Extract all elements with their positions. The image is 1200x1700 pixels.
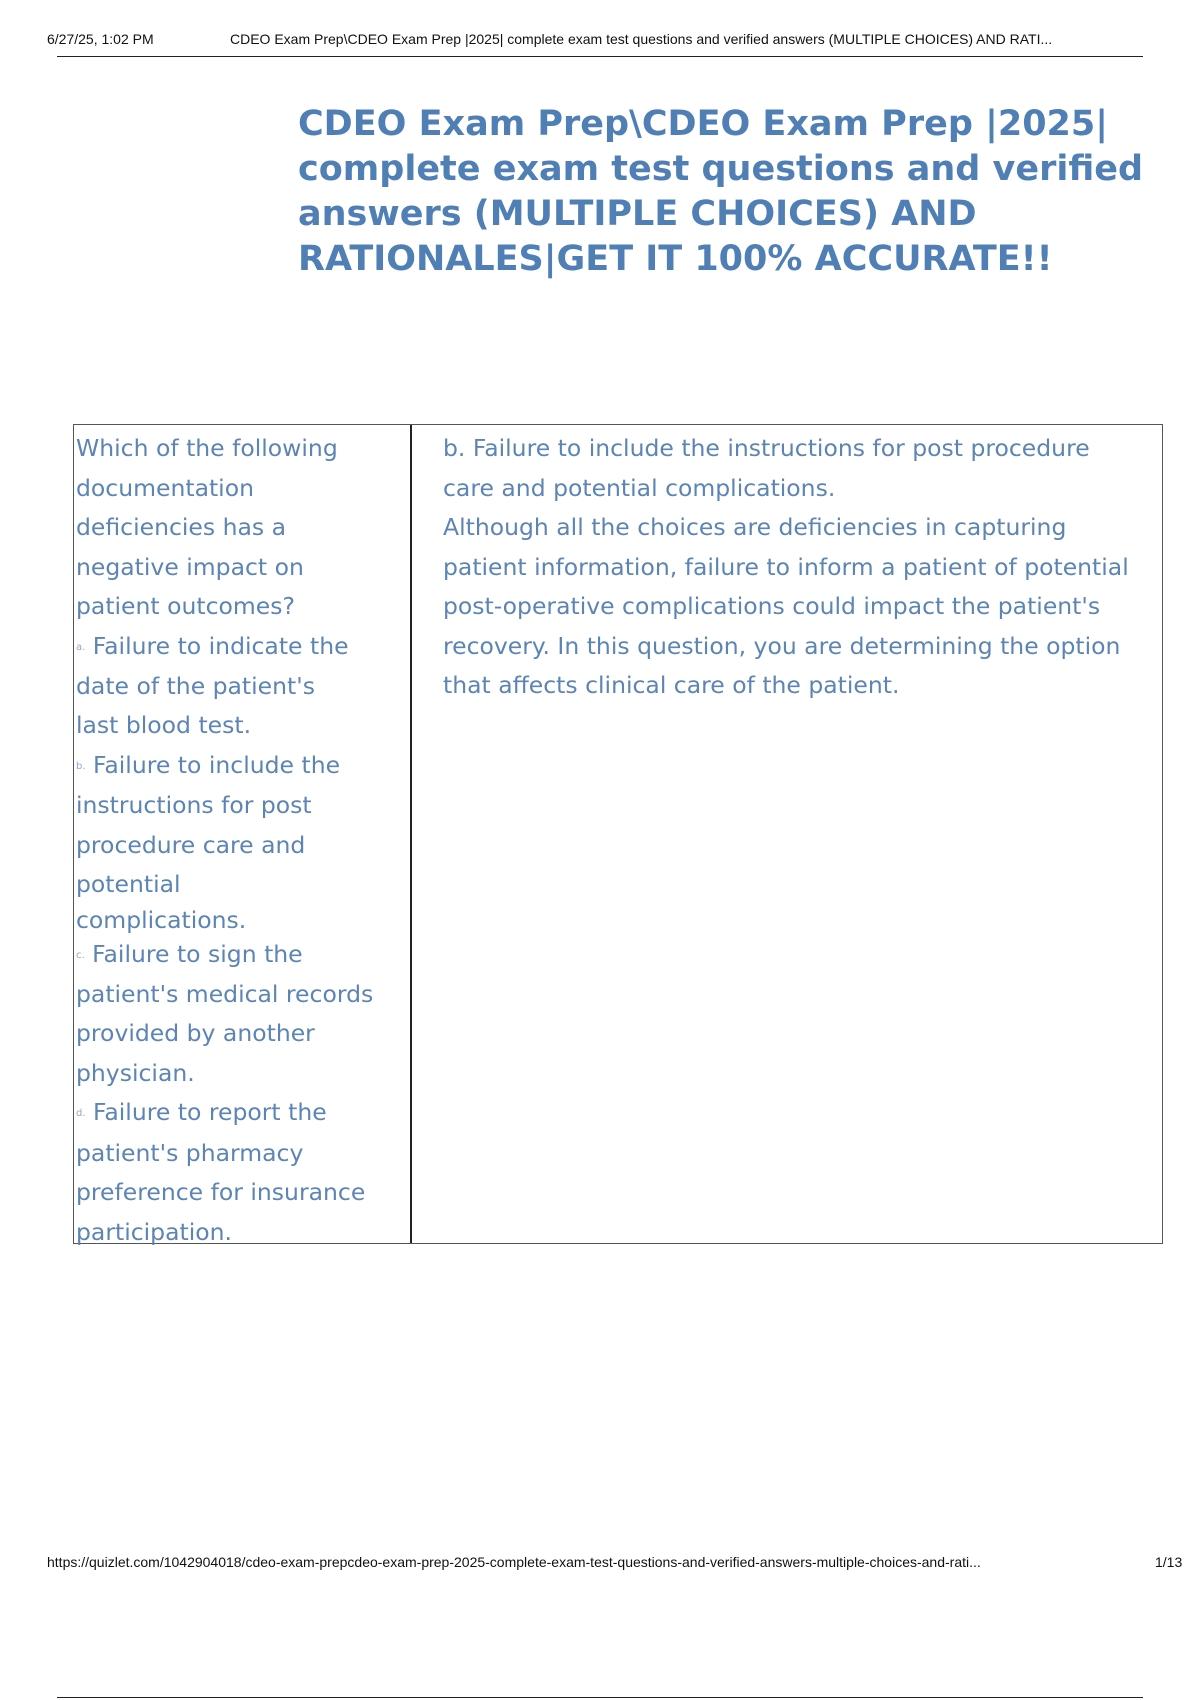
print-header	[47, 28, 1187, 50]
option-a-line: date of the patient's	[76, 671, 315, 700]
print-footer	[47, 1552, 1187, 1574]
print-document-title: CDEO Exam Prep\CDEO Exam Prep |2025| complete exam test questions and verified answers (MULTIPLE CHOICES) AND RATI...	[230, 31, 1053, 47]
question-line: Which of the following	[76, 434, 338, 462]
option-d	[76, 1093, 406, 1252]
option-a-line: Failure to indicate the	[92, 631, 349, 660]
option-c-line: Failure to sign the	[92, 939, 303, 968]
footer-divider	[57, 1697, 1143, 1698]
option-c	[76, 935, 406, 1094]
option-c-letter: c.	[76, 949, 85, 961]
page-title: CDEO Exam Prep\CDEO Exam Prep |2025| complete exam test questions and verified answers (MULTIPLE CHOICES) AND RATIONALES|GET IT 100% ACCURATE!!	[298, 104, 1144, 279]
option-b-letter: b.	[76, 760, 86, 772]
question-line: deficiencies has a	[76, 513, 287, 541]
header-divider	[57, 56, 1143, 57]
option-b	[76, 746, 406, 935]
rationale-text: Although all the choices are deficiencies in capturing patient information, failure to inform a patient of potential post-operative complications could impact the patient's recovery. In this question, you are determining the option that affects clinical care of the patient.	[443, 513, 1129, 699]
question-line: negative impact on	[76, 552, 304, 581]
question-line: patient outcomes?	[76, 592, 295, 620]
option-b-line: complications.	[76, 905, 247, 934]
page-url: https://quizlet.com/1042904018/cdeo-exam-prepcdeo-exam-prep-2025-complete-exam-test-questions-and-verified-answers-multiple-choices-and-rati...	[47, 1554, 981, 1570]
option-a-line: last blood test.	[76, 711, 252, 740]
option-d-line: patient's pharmacy	[76, 1138, 304, 1167]
answer-cell	[443, 429, 1143, 706]
flashcard-table	[73, 424, 1163, 1244]
option-c-line: physician.	[76, 1058, 195, 1087]
option-b-line: procedure care and	[76, 830, 306, 859]
answer-text: b. Failure to include the instructions for post procedure care and potential complications.	[443, 434, 1090, 502]
option-d-line: Failure to report the	[93, 1098, 327, 1127]
question-line: documentation	[76, 473, 254, 502]
option-d-letter: d.	[76, 1108, 86, 1119]
option-c-line: provided by another	[76, 1019, 315, 1048]
option-a-letter: a.	[76, 641, 86, 653]
option-d-line: participation.	[76, 1217, 232, 1246]
question-cell	[76, 429, 406, 1252]
option-a	[76, 627, 406, 746]
option-b-line: Failure to include the	[93, 750, 341, 779]
print-date: 6/27/25, 1:02 PM	[47, 31, 154, 47]
page-number: 1/13	[1155, 1554, 1183, 1570]
option-c-line: patient's medical records	[76, 979, 374, 1008]
option-b-line: potential	[76, 870, 181, 898]
column-divider	[410, 425, 412, 1243]
option-b-line: instructions for post	[76, 791, 312, 819]
option-d-line: preference for insurance	[76, 1178, 366, 1206]
